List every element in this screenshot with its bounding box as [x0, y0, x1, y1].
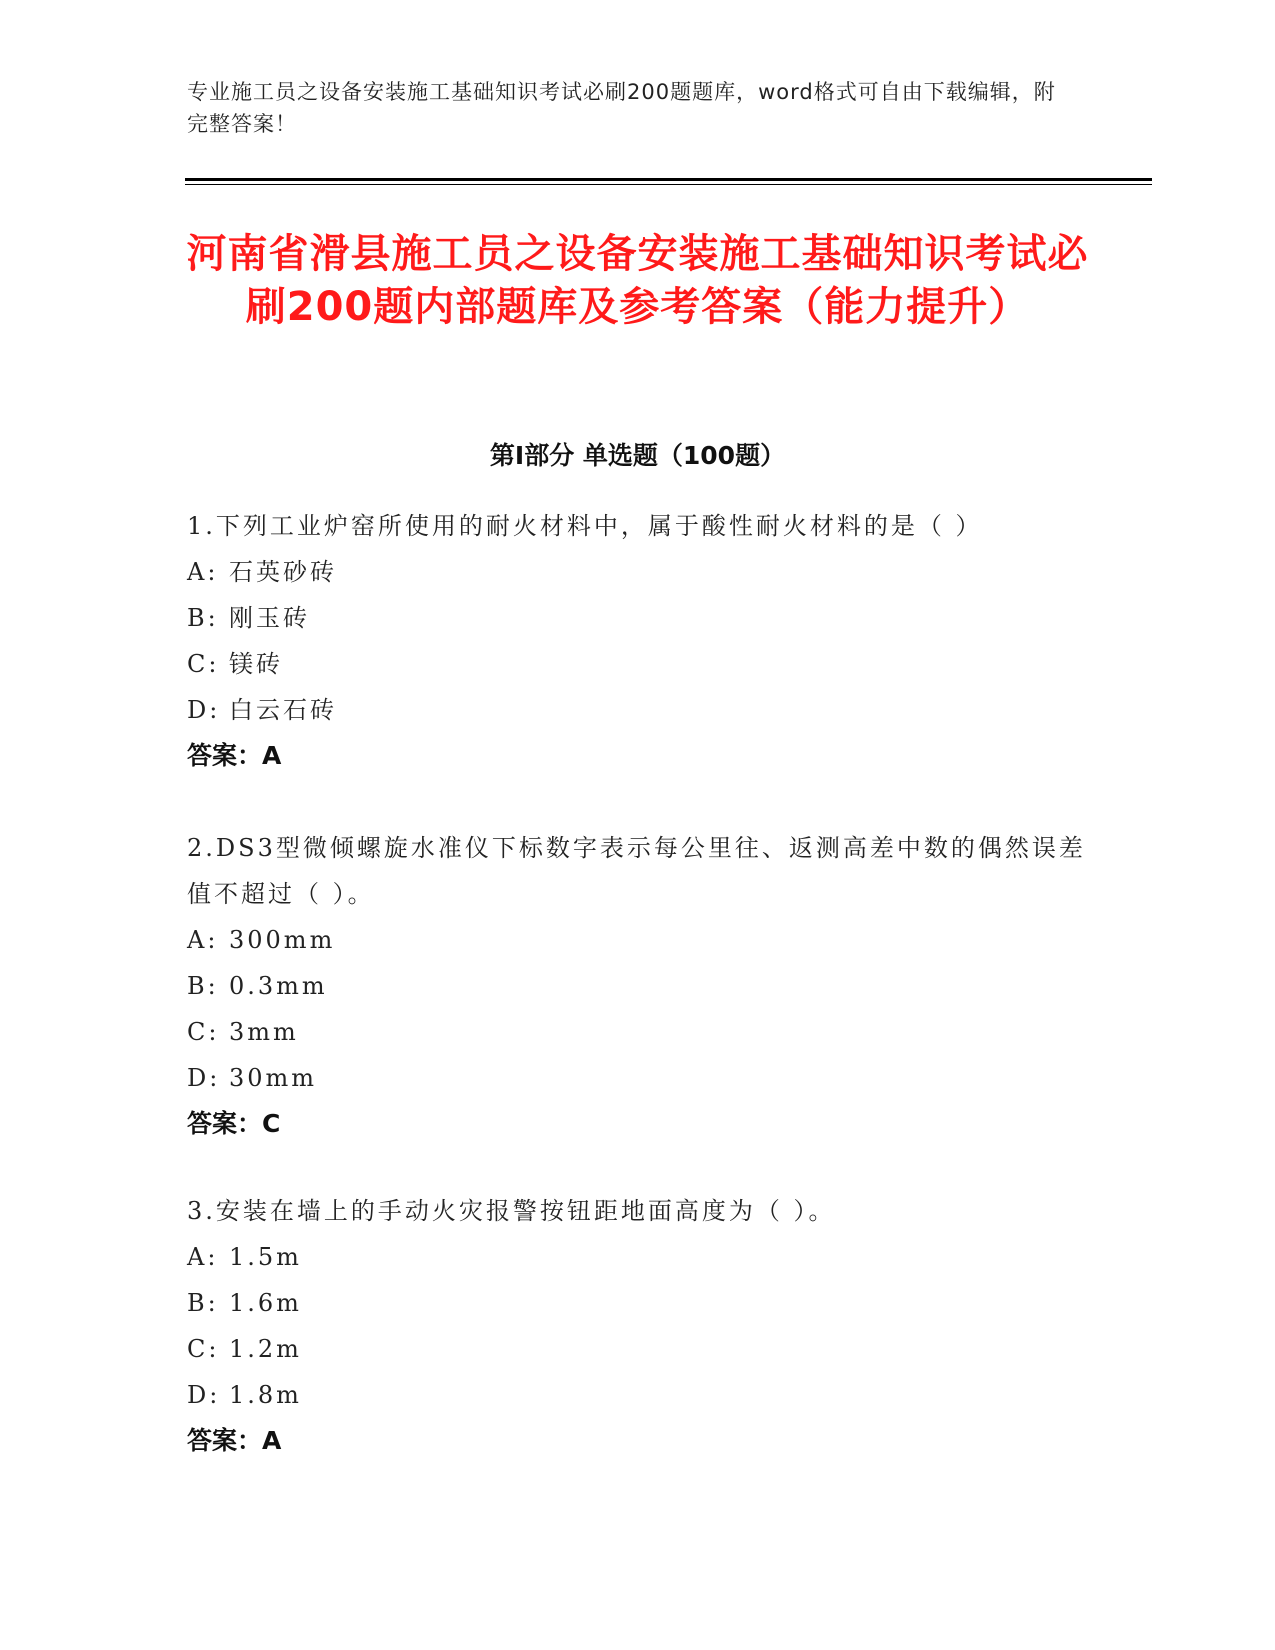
option-text: 300mm — [229, 926, 336, 954]
section-title: 第I部分 单选题（100题） — [489, 441, 786, 470]
question-1 — [187, 503, 1087, 779]
document-title: 河南省滑县施工员之设备安装施工基础知识考试必刷200题内部题库及参考答案（能力提升） — [186, 231, 1089, 330]
option-letter: B: — [187, 972, 219, 1000]
option-d — [187, 1055, 1087, 1101]
option-letter: C: — [187, 650, 220, 678]
option-b — [187, 963, 1087, 1009]
answer: 答案：A — [187, 741, 282, 770]
option-text: 0.3mm — [229, 972, 328, 1000]
header-rule-thick — [185, 178, 1152, 181]
option-text: 刚玉砖 — [229, 604, 310, 632]
question-stem: 3.安装在墙上的手动火灾报警按钮距地面高度为（ ）。 — [187, 1197, 836, 1225]
option-a — [187, 549, 1087, 595]
option-text: 1.5m — [229, 1243, 302, 1271]
option-text: 1.8m — [229, 1381, 302, 1409]
option-letter: B: — [187, 604, 219, 632]
option-a — [187, 917, 1087, 963]
option-c — [187, 1009, 1087, 1055]
option-letter: D: — [187, 1381, 221, 1409]
option-d — [187, 1372, 1087, 1418]
question-2 — [187, 825, 1087, 1147]
option-b — [187, 1280, 1087, 1326]
option-text: 30mm — [229, 1064, 318, 1092]
option-c — [187, 1326, 1087, 1372]
option-letter: A: — [187, 926, 219, 954]
option-text: 石英砂砖 — [229, 558, 337, 586]
option-text: 3mm — [229, 1018, 299, 1046]
question-3 — [187, 1188, 1087, 1464]
answer: 答案：C — [187, 1109, 281, 1138]
option-b — [187, 595, 1087, 641]
option-letter: D: — [187, 696, 221, 724]
header-note: 专业施工员之设备安装施工基础知识考试必刷200题题库，word格式可自由下载编辑，附完整答案！ — [187, 80, 1056, 136]
option-text: 白云石砖 — [229, 696, 337, 724]
header-rule-thin — [185, 184, 1152, 185]
option-text: 镁砖 — [229, 650, 283, 678]
option-letter: D: — [187, 1064, 221, 1092]
option-letter: C: — [187, 1335, 220, 1363]
option-text: 1.6m — [229, 1289, 302, 1317]
answer: 答案：A — [187, 1426, 282, 1455]
option-c — [187, 641, 1087, 687]
option-d — [187, 687, 1087, 733]
option-letter: A: — [187, 558, 219, 586]
option-a — [187, 1234, 1087, 1280]
question-stem: 2.DS3型微倾螺旋水准仪下标数字表示每公里往、返测高差中数的偶然误差值不超过（ ）。 — [187, 834, 1086, 908]
option-text: 1.2m — [229, 1335, 302, 1363]
option-letter: A: — [187, 1243, 219, 1271]
option-letter: B: — [187, 1289, 219, 1317]
option-letter: C: — [187, 1018, 220, 1046]
question-stem: 1.下列工业炉窑所使用的耐火材料中，属于酸性耐火材料的是（ ） — [187, 512, 983, 540]
